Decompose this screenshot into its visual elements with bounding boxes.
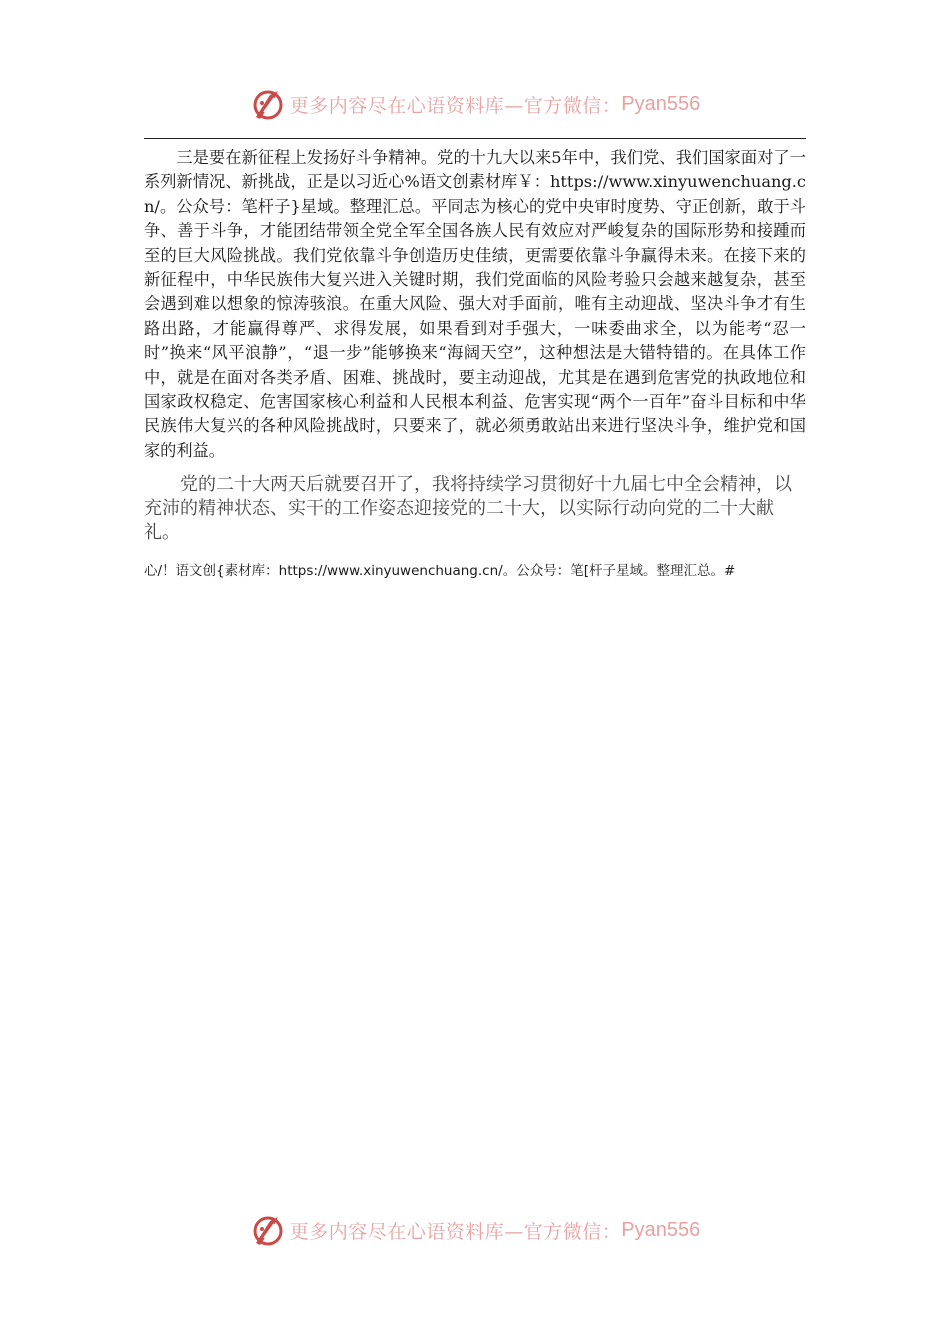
footer-brand-text: 更多内容尽在心语资料库—官方微信： [289, 1220, 622, 1243]
body-paragraph-2: 党的二十大两天后就要召开了，我将持续学习贯彻好十九届七中全会精神，以充沛的精神状态、实干的工作姿态迎接党的二十大，以实际行动向党的二十大献礼。 [144, 474, 792, 544]
body-paragraph-1: 三是要在新征程上发扬好斗争精神。党的十九大以来5年中，我们党、我们国家面对了一系列新情况、新挑战，正是以习近心%语文创素材库￥：https://www.xinyuwenchuang.cn/。公众号：笔杆子}星域。整理汇总。平同志为核心的党中央审时度势、守正创新，敢于斗争、善于斗争，才能团结带领全党全军全国各族人民有效应对严峻复杂的国际形势和接踵而至的巨大风险挑战。我们党依靠斗争创造历史佳绩，更需要依靠斗争赢得未来。在接下来的新征程中，中华民族伟大复兴进入关键时期，我们党面临的风险考验只会越来越复杂，甚至会遇到难以想象的惊涛骇浪。在重大风险、强大对手面前，唯有主动迎战、坚决斗争才有生路出路，才能赢得尊严、求得发展，如果看到对手强大，一味委曲求全，以为能考“忍一时”换来“风平浪静”，“退一步”能够换来“海阔天空”，这种想法是大错特错的。在具体工作中，就是在面对各类矛盾、困难、挑战时，要主动迎战，尤其是在遇到危害党的执政地位和国家政权稳定、危害国家核心利益和人民根本利益、危害实现“两个一百年”奋斗目标和中华民族伟大复兴的各种风险挑战时，只要来了，就必须勇敢站出来进行坚决斗争，维护党和国家的利益。 [144, 148, 806, 460]
document-body [144, 146, 806, 583]
footer-wechat-id: Pyan556 [621, 1218, 701, 1241]
header-wechat-id: Pyan556 [621, 92, 701, 115]
header-banner [0, 84, 950, 124]
header-divider [144, 138, 806, 139]
source-note: 心/！语文创{素材库：https://www.xinyuwenchuang.cn/。公众号：笔[杆子星域。整理汇总。# [144, 563, 736, 580]
pen-circle-logo-icon [250, 1212, 286, 1248]
footer-banner [0, 1210, 950, 1250]
pen-circle-logo-icon [250, 86, 286, 122]
header-brand-text: 更多内容尽在心语资料库—官方微信： [289, 94, 622, 117]
